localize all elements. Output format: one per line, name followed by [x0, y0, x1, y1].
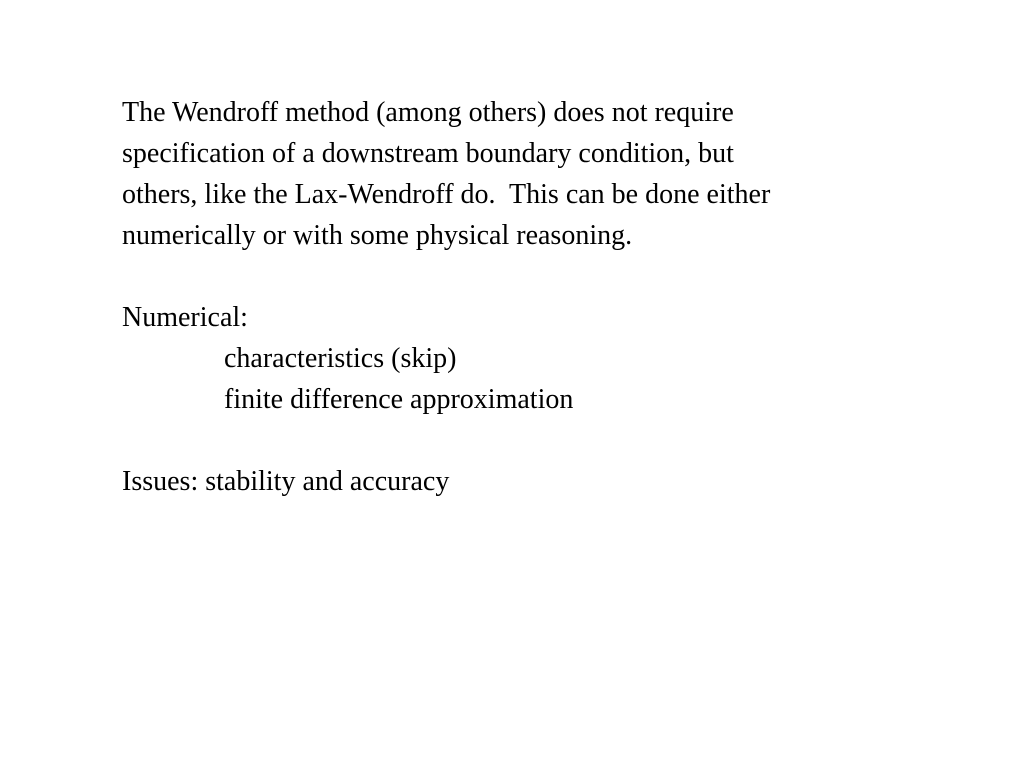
paragraph-line-2: specification of a downstream boundary condition, but [122, 138, 734, 169]
issues-line: Issues: stability and accuracy [122, 466, 450, 497]
paragraph-line-4: numerically or with some physical reasoning. [122, 220, 633, 251]
paragraph-line-3: others, like the Lax-Wendroff do. This can be done either [122, 179, 771, 210]
intro-paragraph [122, 92, 982, 256]
numerical-heading: Numerical: [122, 302, 248, 333]
numerical-item-finite-difference: finite difference approximation [224, 384, 574, 415]
numerical-item-characteristics: characteristics (skip) [224, 343, 457, 374]
paragraph-line-1: The Wendroff method (among others) does not require [122, 97, 734, 128]
